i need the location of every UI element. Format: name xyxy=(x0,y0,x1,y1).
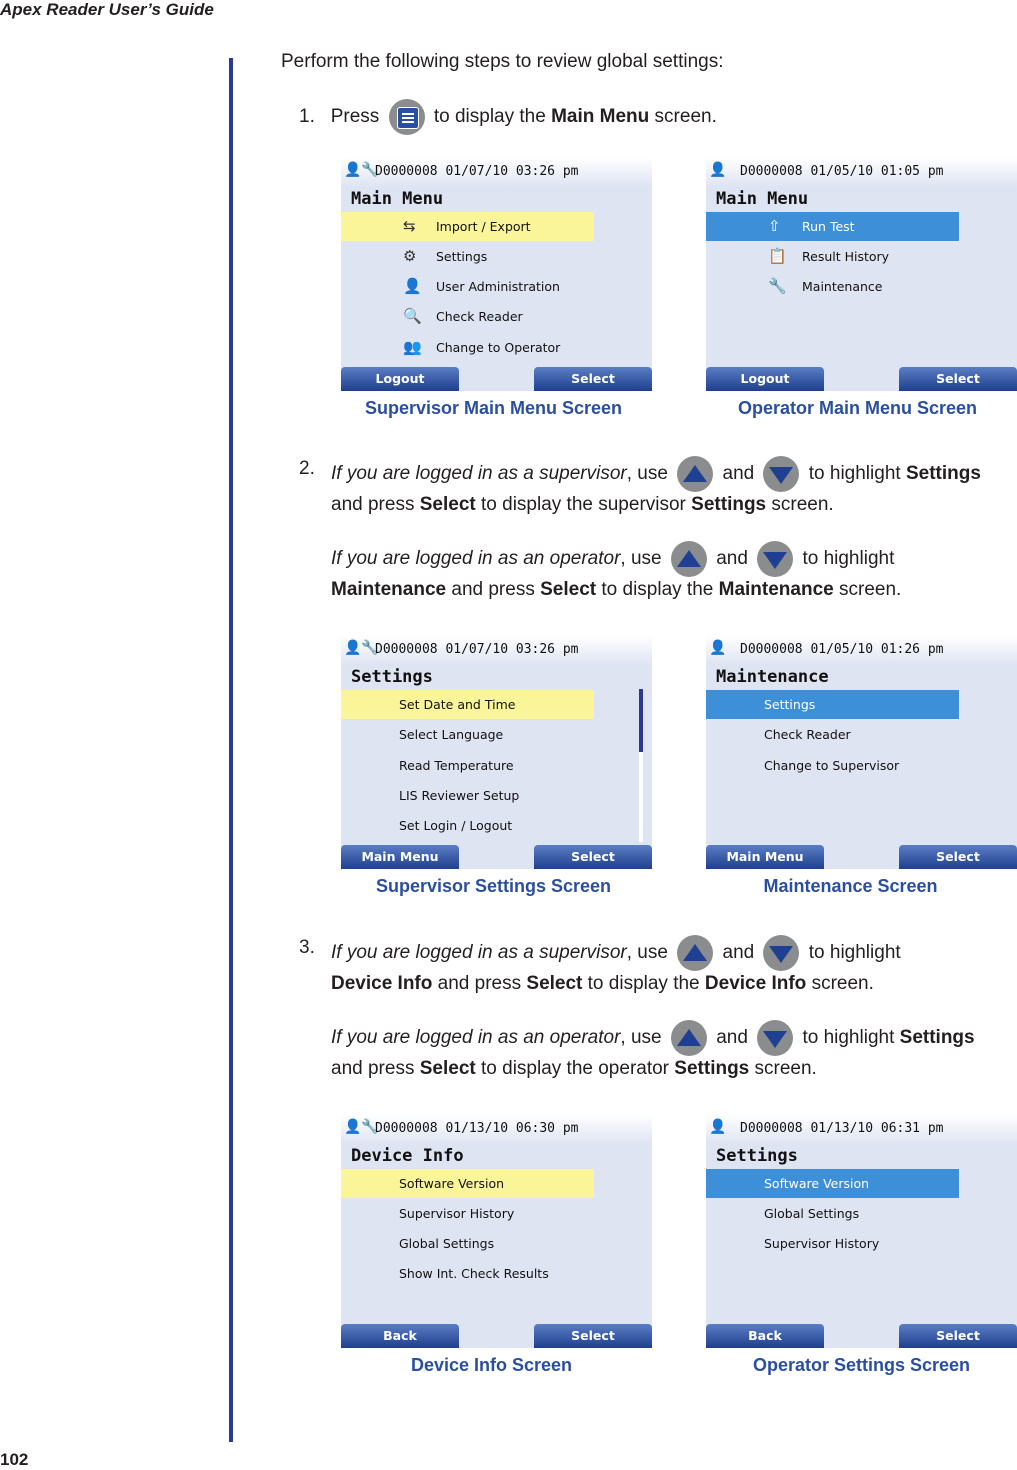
change-user-icon: 👥 xyxy=(403,338,422,356)
list-item[interactable]: Global Settings xyxy=(399,1236,495,1251)
select-button[interactable]: Select xyxy=(899,367,1017,391)
step-2-number: 2. xyxy=(299,458,315,479)
down-arrow-icon xyxy=(757,1020,793,1056)
up-arrow-icon xyxy=(671,1020,707,1056)
status-bar: D0000008 01/05/10 01:05 pm xyxy=(740,164,944,179)
list-item[interactable]: Show Int. Check Results xyxy=(399,1266,549,1281)
figure-caption: Device Info Screen xyxy=(410,1355,573,1375)
operator-user-icon: 👤 xyxy=(709,1119,727,1135)
supervisor-main-menu-screen xyxy=(341,157,652,391)
device-info-screen xyxy=(341,1114,652,1348)
step-3-supervisor: If you are logged in as a supervisor, use and to highlight xyxy=(331,935,901,971)
step-2-supervisor-line2: and press Select to display the supervisor Settings screen. xyxy=(331,494,834,515)
list-item[interactable]: Global Settings xyxy=(764,1206,860,1221)
step-2-operator: If you are logged in as an operator, use and to highlight xyxy=(331,541,894,577)
list-item[interactable]: Supervisor History xyxy=(399,1206,515,1221)
list-item[interactable]: Software Version xyxy=(341,1169,594,1198)
step-3-number: 3. xyxy=(299,937,315,958)
figure-caption: Supervisor Main Menu Screen xyxy=(364,398,623,418)
list-item[interactable]: Supervisor History xyxy=(764,1236,880,1251)
result-history-icon: 📋 xyxy=(768,247,787,265)
select-button[interactable]: Select xyxy=(534,367,652,391)
supervisor-user-icon: 👤🔧 xyxy=(344,1119,379,1135)
screen-title: Main Menu xyxy=(351,189,444,209)
list-item[interactable]: Set Login / Logout xyxy=(399,818,513,833)
up-arrow-icon xyxy=(677,456,713,492)
operator-main-menu-screen xyxy=(706,157,1017,391)
down-arrow-icon xyxy=(757,541,793,577)
list-item[interactable]: Change to Supervisor xyxy=(764,758,900,773)
list-item[interactable]: 🔧 Maintenance xyxy=(768,277,883,295)
step-3-operator: If you are logged in as an operator, use and to highlight Settings xyxy=(331,1020,975,1056)
list-item[interactable]: Select Language xyxy=(399,727,504,742)
list-item[interactable]: Settings xyxy=(706,690,959,719)
back-button[interactable]: Back xyxy=(706,1324,824,1348)
select-button[interactable]: Select xyxy=(534,1324,652,1348)
import-export-icon: ⇆ xyxy=(403,217,416,235)
screen-title: Device Info xyxy=(351,1146,464,1166)
maintenance-icon: 🔧 xyxy=(768,277,787,295)
list-item[interactable]: 👤 User Administration xyxy=(403,277,560,295)
status-bar: D0000008 01/05/10 01:26 pm xyxy=(740,642,944,657)
list-item[interactable]: ⇆ Import / Export xyxy=(341,212,594,241)
margin-rule xyxy=(229,58,233,1442)
list-item[interactable]: Read Temperature xyxy=(399,758,514,773)
list-item[interactable]: ⇧ Run Test xyxy=(706,212,959,241)
figure-caption: Operator Main Menu Screen xyxy=(737,398,978,418)
list-item[interactable]: 👥 Change to Operator xyxy=(403,338,561,356)
operator-settings-screen xyxy=(706,1114,1017,1348)
document-header: Apex Reader User’s Guide xyxy=(0,0,214,19)
operator-user-icon: 👤 xyxy=(709,162,727,178)
figure-caption: Supervisor Settings Screen xyxy=(375,876,612,896)
back-button[interactable]: Back xyxy=(341,1324,459,1348)
up-arrow-icon xyxy=(677,935,713,971)
supervisor-settings-screen xyxy=(341,635,652,869)
list-item[interactable]: 🔍 Check Reader xyxy=(403,307,523,325)
list-item[interactable]: 📋 Result History xyxy=(768,247,890,265)
maintenance-screen xyxy=(706,635,1017,869)
menu-button-icon xyxy=(389,99,425,135)
step-2-operator-line2: Maintenance and press Select to display the Maintenance screen. xyxy=(331,579,902,600)
status-bar: D0000008 01/07/10 03:26 pm xyxy=(375,164,579,179)
scrollbar[interactable] xyxy=(639,689,643,842)
user-admin-icon: 👤 xyxy=(403,277,422,295)
supervisor-user-icon: 👤🔧 xyxy=(344,640,379,656)
down-arrow-icon xyxy=(763,456,799,492)
list-item[interactable]: Check Reader xyxy=(764,727,851,742)
magnifier-icon: 🔍 xyxy=(403,307,422,325)
up-arrow-icon xyxy=(671,541,707,577)
operator-user-icon: 👤 xyxy=(709,640,727,656)
run-test-icon: ⇧ xyxy=(768,217,781,235)
main-menu-button[interactable]: Main Menu xyxy=(341,845,459,869)
intro-text: Perform the following steps to review global settings: xyxy=(281,51,724,72)
list-item[interactable]: Software Version xyxy=(706,1169,959,1198)
figure-caption: Operator Settings Screen xyxy=(752,1355,971,1375)
status-bar: D0000008 01/13/10 06:31 pm xyxy=(740,1121,944,1136)
supervisor-user-icon: 👤🔧 xyxy=(344,162,379,178)
screen-title: Maintenance xyxy=(716,667,829,687)
screen-title: Main Menu xyxy=(716,189,809,209)
select-button[interactable]: Select xyxy=(899,845,1017,869)
page-number: 102 xyxy=(0,1450,29,1469)
list-item[interactable]: ⚙ Settings xyxy=(403,247,488,265)
step-1: 1. Press to display the Main Menu screen. xyxy=(299,99,717,135)
figure-caption: Maintenance Screen xyxy=(763,876,938,896)
select-button[interactable]: Select xyxy=(534,845,652,869)
logout-button[interactable]: Logout xyxy=(341,367,459,391)
step-2-supervisor: If you are logged in as a supervisor, use and to highlight Settings xyxy=(331,456,981,492)
status-bar: D0000008 01/13/10 06:30 pm xyxy=(375,1121,579,1136)
list-item[interactable]: LIS Reviewer Setup xyxy=(399,788,520,803)
logout-button[interactable]: Logout xyxy=(706,367,824,391)
screen-title: Settings xyxy=(351,667,433,687)
main-menu-button[interactable]: Main Menu xyxy=(706,845,824,869)
step-3-operator-line2: and press Select to display the operator Settings screen. xyxy=(331,1058,817,1079)
select-button[interactable]: Select xyxy=(899,1324,1017,1348)
list-item[interactable]: Set Date and Time xyxy=(341,690,594,719)
settings-icon: ⚙ xyxy=(403,247,417,265)
screen-title: Settings xyxy=(716,1146,798,1166)
status-bar: D0000008 01/07/10 03:26 pm xyxy=(375,642,579,657)
step-3-supervisor-line2: Device Info and press Select to display the Device Info screen. xyxy=(331,973,874,994)
down-arrow-icon xyxy=(763,935,799,971)
